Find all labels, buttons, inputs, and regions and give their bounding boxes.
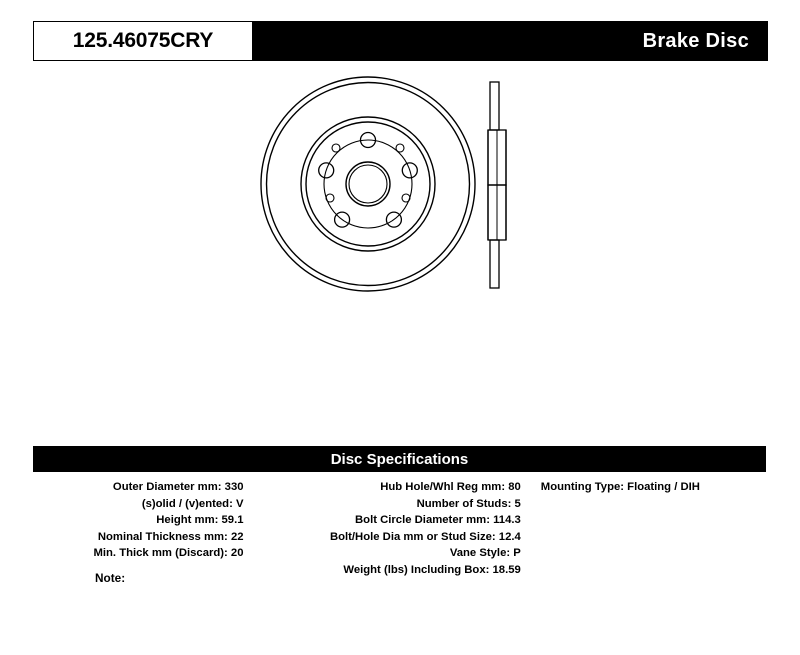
- header-bar: [33, 21, 768, 61]
- disc-outer-edge-inner: [267, 83, 470, 286]
- friction-ring-inner: [301, 117, 435, 251]
- edge-view: [488, 82, 506, 288]
- spec-row: (s)olid / (v)ented: V: [141, 497, 244, 510]
- spec-row: Height mm: 59.1: [156, 514, 244, 526]
- spec-column-3: [529, 479, 766, 578]
- spec-column-2: [252, 479, 529, 578]
- drill-hole: [402, 194, 410, 202]
- brake-disc-technical-drawing: [250, 70, 570, 300]
- spec-row: Min. Thick mm (Discard): 20: [93, 547, 244, 559]
- drill-detail-holes: [326, 144, 410, 202]
- hub-hole: [346, 162, 390, 206]
- spec-row: Weight (lbs) Including Box: 18.59: [343, 563, 521, 576]
- disc-specifications: [33, 446, 766, 585]
- hat-flange-top: [490, 82, 499, 130]
- spec-row: Outer Diameter mm: 330: [112, 481, 244, 493]
- drill-hole: [396, 144, 404, 152]
- spec-title-bar: [33, 446, 766, 472]
- spec-row: Number of Studs: 5: [416, 497, 521, 510]
- hat-flange-bottom: [490, 240, 499, 288]
- disc-hat-outer: [306, 122, 430, 246]
- spec-row: Vane Style: P: [449, 547, 521, 559]
- spec-row: Bolt Circle Diameter mm: 114.3: [355, 514, 521, 526]
- spec-row: Nominal Thickness mm: 22: [97, 530, 244, 543]
- spec-body: [33, 472, 766, 578]
- part-number-box: [34, 22, 252, 60]
- spec-row: Bolt/Hole Dia mm or Stud Size: 12.4: [329, 530, 521, 543]
- drill-hole: [326, 194, 334, 202]
- hub-hole-inner: [349, 165, 387, 203]
- page-title: Brake Disc: [642, 29, 749, 52]
- spec-row: Mounting Type: Floating / DIH: [540, 481, 700, 493]
- disc-outer-edge: [261, 77, 475, 291]
- spec-title: Disc Specifications: [330, 450, 469, 468]
- spec-row: Hub Hole/Whl Reg mm: 80: [380, 481, 521, 493]
- note-label: Note:: [95, 571, 126, 585]
- spec-column-1: [33, 479, 252, 578]
- disc-drawing: [250, 70, 570, 300]
- stud-holes: [319, 133, 418, 228]
- part-number: 125.46075CRY: [72, 29, 214, 52]
- drill-hole: [332, 144, 340, 152]
